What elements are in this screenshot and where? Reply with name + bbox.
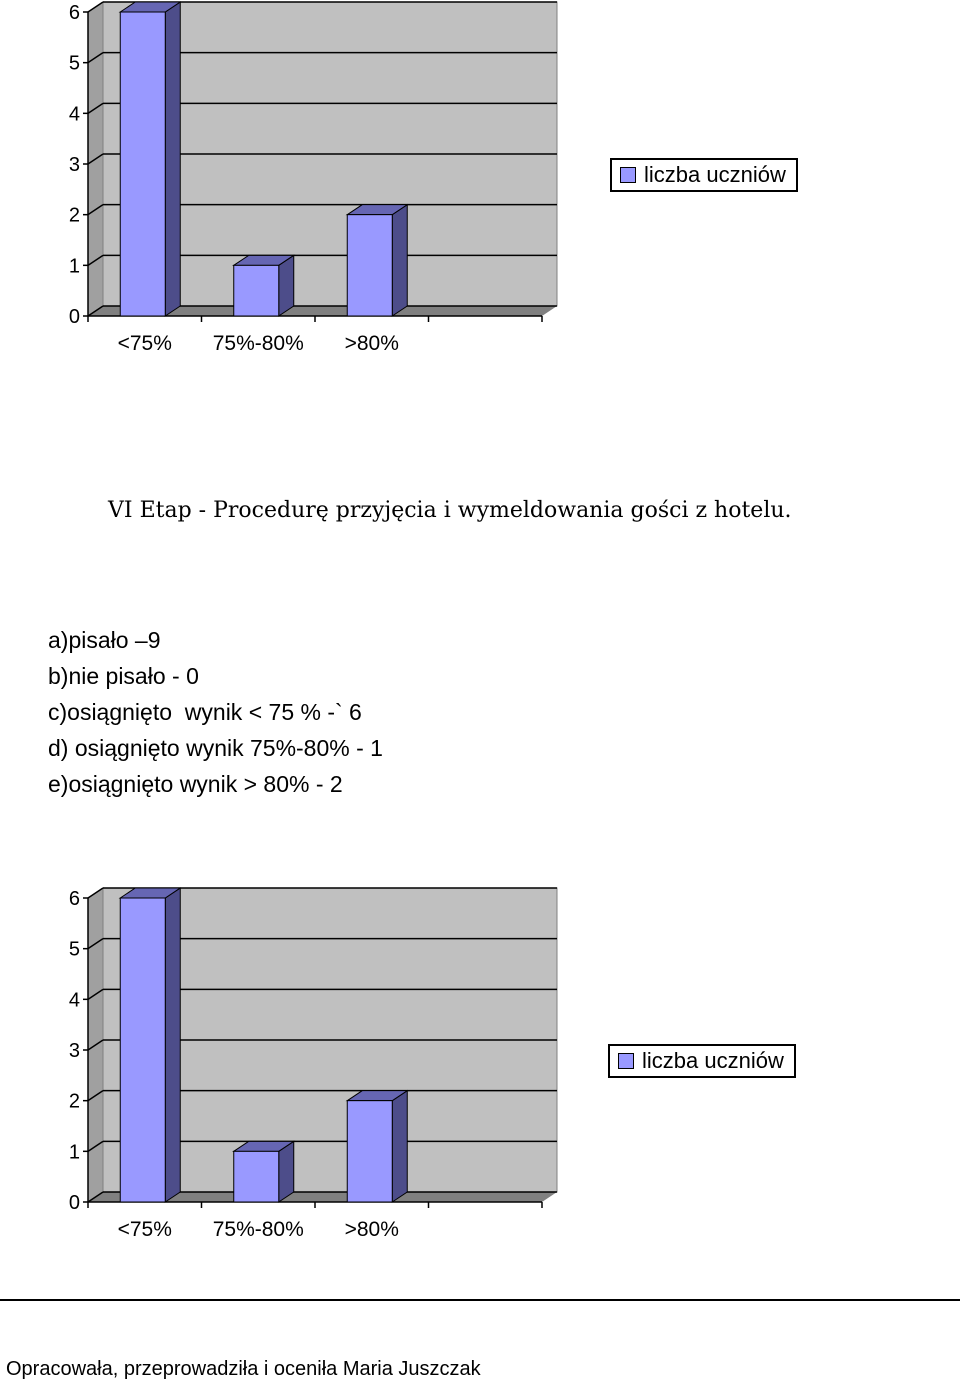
legend-swatch: [618, 1053, 634, 1069]
footer-text: Opracowała, przeprowadziła i oceniła Maria Juszczak: [6, 1358, 481, 1380]
y-tick-label: 2: [68, 204, 80, 227]
bar-side: [392, 1091, 407, 1202]
bar-side: [165, 888, 180, 1202]
y-tick-label: 6: [68, 888, 80, 910]
footer-divider: [0, 1299, 960, 1301]
bar: [234, 265, 279, 316]
legend-label: liczba uczniów: [642, 1048, 784, 1073]
chart-legend: [608, 1044, 796, 1078]
y-tick-label: 4: [68, 103, 80, 126]
y-tick-label: 3: [68, 1040, 80, 1062]
chart-legend: [610, 158, 798, 192]
legend-label: liczba uczniów: [644, 162, 786, 187]
y-tick-label: 1: [68, 1141, 80, 1164]
x-tick-label: 75%-80%: [212, 332, 304, 355]
x-tick-label: <75%: [117, 1218, 172, 1241]
section-title: VI Etap - Procedurę przyjęcia i wymeldowania gości z hotelu.: [108, 498, 792, 523]
chart-svg: [0, 0, 960, 360]
info-line: b)nie pisało - 0: [48, 663, 199, 689]
x-tick-label: 75%-80%: [212, 1218, 304, 1241]
x-tick-label: >80%: [344, 1218, 399, 1241]
bar-chart-top: [0, 0, 960, 360]
info-line: a)pisało –9: [48, 627, 161, 653]
y-tick-label: 0: [68, 306, 80, 328]
y-tick-label: 5: [68, 52, 80, 75]
y-tick-label: 4: [68, 989, 80, 1012]
legend-swatch: [620, 167, 636, 183]
y-tick-label: 2: [68, 1090, 80, 1113]
info-line: e)osiągnięto wynik > 80% - 2: [48, 771, 343, 797]
info-line: c)osiągnięto wynik < 75 % -` 6: [48, 699, 362, 725]
bar: [120, 898, 165, 1202]
bar-side: [392, 205, 407, 316]
bar-chart-bottom: [0, 886, 960, 1246]
y-tick-label: 0: [68, 1192, 80, 1214]
x-tick-label: >80%: [344, 332, 399, 355]
y-tick-label: 5: [68, 938, 80, 961]
info-line: d) osiągnięto wynik 75%-80% - 1: [48, 735, 383, 761]
chart-svg: [0, 886, 960, 1246]
info-block: [48, 622, 383, 802]
y-tick-label: 1: [68, 255, 80, 278]
x-tick-label: <75%: [117, 332, 172, 355]
bar: [120, 12, 165, 316]
bar: [347, 1101, 392, 1202]
y-tick-label: 6: [68, 2, 80, 24]
bar-side: [165, 2, 180, 316]
bar: [234, 1151, 279, 1202]
bar: [347, 215, 392, 316]
y-tick-label: 3: [68, 154, 80, 176]
